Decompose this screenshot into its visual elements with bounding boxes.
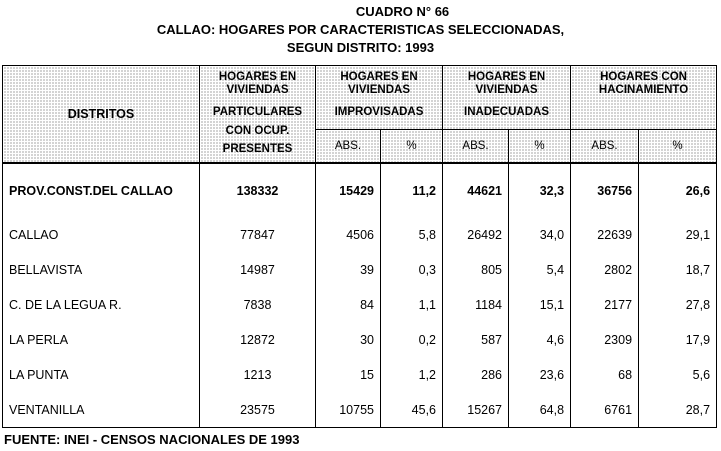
- cell-inad-abs: 805: [443, 252, 509, 287]
- cell-hac-abs: 6761: [571, 392, 639, 428]
- cell-total: 23575: [200, 392, 316, 428]
- cell-total: 14987: [200, 252, 316, 287]
- cell-imp-abs: 30: [316, 322, 381, 357]
- cell-imp-abs: 15: [316, 357, 381, 392]
- cell-inad-pct: 15,1: [509, 287, 571, 322]
- cell-inad-pct: 34,0: [509, 217, 571, 252]
- header-text: INADECUADAS: [464, 106, 550, 118]
- cell-inad-pct: 32,3: [509, 163, 571, 217]
- table-number: CUADRO N° 66: [355, 4, 450, 19]
- cell-hac-abs: 2802: [571, 252, 639, 287]
- cell-hac-pct: 26,6: [639, 163, 717, 217]
- subheader-pct: %: [509, 130, 571, 164]
- cell-inad-pct: 4,6: [509, 322, 571, 357]
- cell-inad-pct: 64,8: [509, 392, 571, 428]
- table-subtitle: SEGUN DISTRITO: 1993: [286, 40, 435, 55]
- cell-hac-pct: 17,9: [639, 322, 717, 357]
- header-improvisadas: [316, 66, 443, 130]
- header-text: HOGARES EN: [467, 71, 546, 83]
- cell-total: 7838: [200, 287, 316, 322]
- cell-inad-abs: 587: [443, 322, 509, 357]
- table-row: [3, 287, 717, 322]
- district-name: PROV.CONST.DEL CALLAO: [3, 163, 200, 217]
- cell-total: 1213: [200, 357, 316, 392]
- district-name: VENTANILLA: [3, 392, 200, 428]
- cell-imp-abs: 84: [316, 287, 381, 322]
- subheader-abs: ABS.: [316, 130, 381, 164]
- table-row: [3, 217, 717, 252]
- subheader-abs: ABS.: [443, 130, 509, 164]
- district-name: BELLAVISTA: [3, 252, 200, 287]
- cell-total: 12872: [200, 322, 316, 357]
- cell-inad-abs: 15267: [443, 392, 509, 428]
- cell-hac-abs: 2177: [571, 287, 639, 322]
- cell-imp-abs: 10755: [316, 392, 381, 428]
- cell-inad-abs: 1184: [443, 287, 509, 322]
- header-text: HOGARES EN: [218, 71, 297, 83]
- header-text: PARTICULARES: [212, 106, 303, 118]
- table-title: CALLAO: HOGARES POR CARACTERISTICAS SELECCIONADAS,: [156, 22, 565, 37]
- table-row: [3, 322, 717, 357]
- header-text: HOGARES EN: [340, 71, 418, 83]
- cell-hac-abs: 22639: [571, 217, 639, 252]
- table-row: [3, 252, 717, 287]
- cell-hac-abs: 68: [571, 357, 639, 392]
- cell-imp-pct: 0,3: [381, 252, 443, 287]
- cell-inad-pct: 5,4: [509, 252, 571, 287]
- cell-hac-pct: 5,6: [639, 357, 717, 392]
- header-text: HACINAMIENTO: [598, 84, 689, 96]
- header-text: CON OCUP.: [225, 125, 290, 137]
- cell-hac-abs: 36756: [571, 163, 639, 217]
- header-inadecuadas: [443, 66, 571, 130]
- cell-hac-pct: 18,7: [639, 252, 717, 287]
- cell-inad-abs: 26492: [443, 217, 509, 252]
- header-hacinamiento: [571, 66, 717, 130]
- subheader-pct: %: [381, 130, 443, 164]
- cell-total: 138332: [200, 163, 316, 217]
- cell-hac-abs: 2309: [571, 322, 639, 357]
- table-row-total: [3, 163, 717, 217]
- cell-hac-pct: 27,8: [639, 287, 717, 322]
- header-text: PRESENTES: [222, 143, 293, 155]
- table-row: [3, 392, 717, 428]
- data-table: [2, 65, 717, 428]
- table-row: [3, 357, 717, 392]
- header-text: VIVIENDAS: [226, 84, 289, 96]
- cell-imp-abs: 4506: [316, 217, 381, 252]
- cell-inad-abs: 44621: [443, 163, 509, 217]
- district-name: CALLAO: [3, 217, 200, 252]
- header-text: VIVIENDAS: [348, 84, 410, 96]
- header-distritos: DISTRITOS: [3, 66, 200, 164]
- cell-hac-pct: 29,1: [639, 217, 717, 252]
- cell-imp-pct: 0,2: [381, 322, 443, 357]
- district-name: LA PUNTA: [3, 357, 200, 392]
- cell-inad-pct: 23,6: [509, 357, 571, 392]
- district-name: C. DE LA LEGUA R.: [3, 287, 200, 322]
- cell-hac-pct: 28,7: [639, 392, 717, 428]
- subheader-pct: %: [639, 130, 717, 164]
- subheader-abs: ABS.: [571, 130, 639, 164]
- cell-imp-pct: 1,1: [381, 287, 443, 322]
- cell-imp-abs: 15429: [316, 163, 381, 217]
- cell-total: 77847: [200, 217, 316, 252]
- cell-imp-pct: 45,6: [381, 392, 443, 428]
- cell-imp-pct: 5,8: [381, 217, 443, 252]
- header-hogares-particulares: [200, 66, 316, 164]
- header-text: IMPROVISADAS: [334, 106, 424, 118]
- header-text: VIVIENDAS: [475, 84, 538, 96]
- district-name: LA PERLA: [3, 322, 200, 357]
- source-footnote: FUENTE: INEI - CENSOS NACIONALES DE 1993: [4, 432, 300, 447]
- cell-imp-abs: 39: [316, 252, 381, 287]
- cell-imp-pct: 1,2: [381, 357, 443, 392]
- header-text: HOGARES CON: [600, 71, 687, 83]
- cell-imp-pct: 11,2: [381, 163, 443, 217]
- cell-inad-abs: 286: [443, 357, 509, 392]
